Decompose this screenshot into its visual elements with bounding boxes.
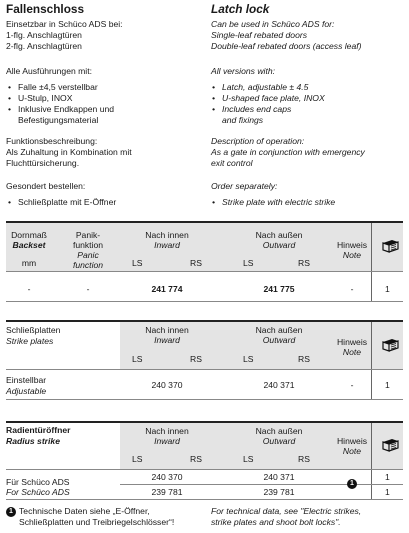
table1-cell-backset: - [27,284,31,294]
table2-col-outward-ls: LS [243,354,254,364]
table2-row-label-de: Einstellbar [6,375,47,385]
table3-row-label-de: Für Schüco ADS [6,477,70,487]
order-de: • Schließplatte mit E-Öffner [18,197,116,207]
footnote-de-0: Technische Daten siehe „E-Öffner, [19,506,150,516]
package-quantity-icon [381,239,399,253]
table3-cell-outward-2: 239 781 [263,487,295,497]
versions-de-2: • Inklusive Endkappen und [18,104,114,114]
footnote-en-1: strike plates and shoot bolt locks". [211,517,341,527]
function-de-0: Als Zuhaltung in Kombination mit [6,147,132,157]
intro-de-1: 1-flg. Anschlagtüren [6,30,82,40]
table3-col-note-en: Note [342,446,362,456]
package-quantity-icon [381,338,399,352]
versions-heading-en: All versions with: [211,66,275,76]
table2-cell-note: - [350,380,354,390]
order-heading-en: Order separately: [211,181,278,191]
title-en: Latch lock [211,2,270,16]
table3-cell-inward-1: 240 370 [151,472,183,482]
versions-en-2: • Includes end caps [222,104,291,114]
col-note-de: Hinweis [336,240,368,250]
table3-row-label-en: For Schüco ADS [6,487,70,497]
table2-col-outward-rs: RS [298,354,310,364]
table2-col-inward-en: Inward [154,335,180,345]
footnote-en-0: For technical data, see "Electric strikes, [211,506,362,516]
table3-col-inward-ls: LS [132,454,143,464]
table2-title-de: Schließplatten [6,325,61,335]
order-heading-de: Gesondert bestellen: [6,181,86,191]
table2-col-outward-de: Nach außen [255,325,303,335]
versions-en-1: • U-shaped face plate, INOX [222,93,325,103]
table2-cell-outward: 240 371 [263,380,295,390]
col-inward-ls: LS [132,258,143,268]
col-inward-de: Nach innen [145,230,189,240]
intro-en-2: Double-leaf rebated doors (access leaf) [211,41,362,51]
table3-row-divider [120,484,403,485]
col-backset-de: Dornmaß [11,230,47,240]
col-inward-en: Inward [154,240,180,250]
table2-row-label-en: Adjustable [6,386,47,396]
table3-col-outward-ls: LS [243,454,254,464]
function-heading-de: Funktionsbeschreibung: [6,136,98,146]
versions-de-1: • U-Stulp, INOX [18,93,72,103]
function-en-1: exit control [211,158,253,168]
table3-col-note-de: Hinweis [336,436,368,446]
function-en-0: As a gate in conjunction with emergency [211,147,365,157]
col-backset-en: Backset [12,240,46,250]
table2-bottom-rule [6,399,403,400]
function-de-1: Fluchttürsicherung. [6,158,80,168]
intro-en-1: Single-leaf rebated doors [211,30,308,40]
col-panic-de2: funktion [72,240,104,250]
versions-heading-de: Alle Ausführungen mit: [6,66,92,76]
table2-title-en: Strike plates [6,336,54,346]
table3-title-en: Radius strike [6,436,60,446]
table3-cell-qty-2: 1 [385,487,390,497]
col-inward-rs: RS [190,258,202,268]
title-de: Fallenschloss [6,2,85,16]
table2-col-note-de: Hinweis [336,337,368,347]
table2-cell-qty: 1 [385,380,390,390]
table2-col-inward-de: Nach innen [145,325,189,335]
col-outward-de: Nach außen [255,230,303,240]
order-en: • Strike plate with electric strike [222,197,335,207]
table3-bottom-rule [6,499,403,500]
footnote-marker-icon: 1 [347,479,357,489]
versions-de-0: • Falle ±4,5 verstellbar [18,82,98,92]
table3-col-outward-rs: RS [298,454,310,464]
footnote-marker-icon: 1 [6,507,16,517]
table1-cell-qty: 1 [385,284,390,294]
table1-cell-outward: 241 775 [263,284,295,294]
footnote-de-1: Schließplatten und Treibriegelschlösser“! [19,517,175,527]
table2-col-inward-rs: RS [190,354,202,364]
table1-header-rule [6,271,403,272]
table2-col-inward-ls: LS [132,354,143,364]
table1-cell-panic: - [86,284,90,294]
table3-cell-inward-2: 239 781 [151,487,183,497]
col-note-en: Note [342,250,362,260]
table3-cell-qty-1: 1 [385,472,390,482]
table2-cell-inward: 240 370 [151,380,183,390]
table3-note-divider [371,423,372,499]
intro-de-2: 2-flg. Anschlagtüren [6,41,82,51]
table1-cell-inward: 241 774 [151,284,183,294]
col-panic-de1: Panik- [75,230,101,240]
col-outward-ls: LS [243,258,254,268]
table3-title-de: Radientüröffner [6,425,71,435]
table3-col-inward-de: Nach innen [145,426,189,436]
versions-de-3: Befestigungsmaterial [18,115,99,125]
table1-note-divider [371,223,372,301]
col-panic-en1: Panic [77,250,99,260]
table3-cell-outward-1: 240 371 [263,472,295,482]
package-quantity-icon [381,438,399,452]
function-heading-en: Description of operation: [211,136,305,146]
table3-col-inward-rs: RS [190,454,202,464]
table2-col-note-en: Note [342,347,362,357]
col-outward-rs: RS [298,258,310,268]
col-mm: mm [21,258,37,268]
table2-header-rule [6,369,403,370]
versions-en-3: and fixings [222,115,264,125]
table1-cell-note: - [350,284,354,294]
table2-note-divider [371,322,372,399]
intro-de-0: Einsetzbar in Schüco ADS bei: [6,19,123,29]
table1-bottom-rule [6,301,403,302]
table3-col-inward-en: Inward [154,436,180,446]
table3-col-outward-de: Nach außen [255,426,303,436]
intro-en-0: Can be used in Schüco ADS for: [211,19,335,29]
versions-en-0: • Latch, adjustable ± 4.5 [222,82,308,92]
table3-col-outward-en: Outward [262,436,296,446]
col-panic-en2: function [72,260,104,270]
table2-col-outward-en: Outward [262,335,296,345]
col-outward-en: Outward [262,240,296,250]
table3-header-rule [6,469,403,470]
